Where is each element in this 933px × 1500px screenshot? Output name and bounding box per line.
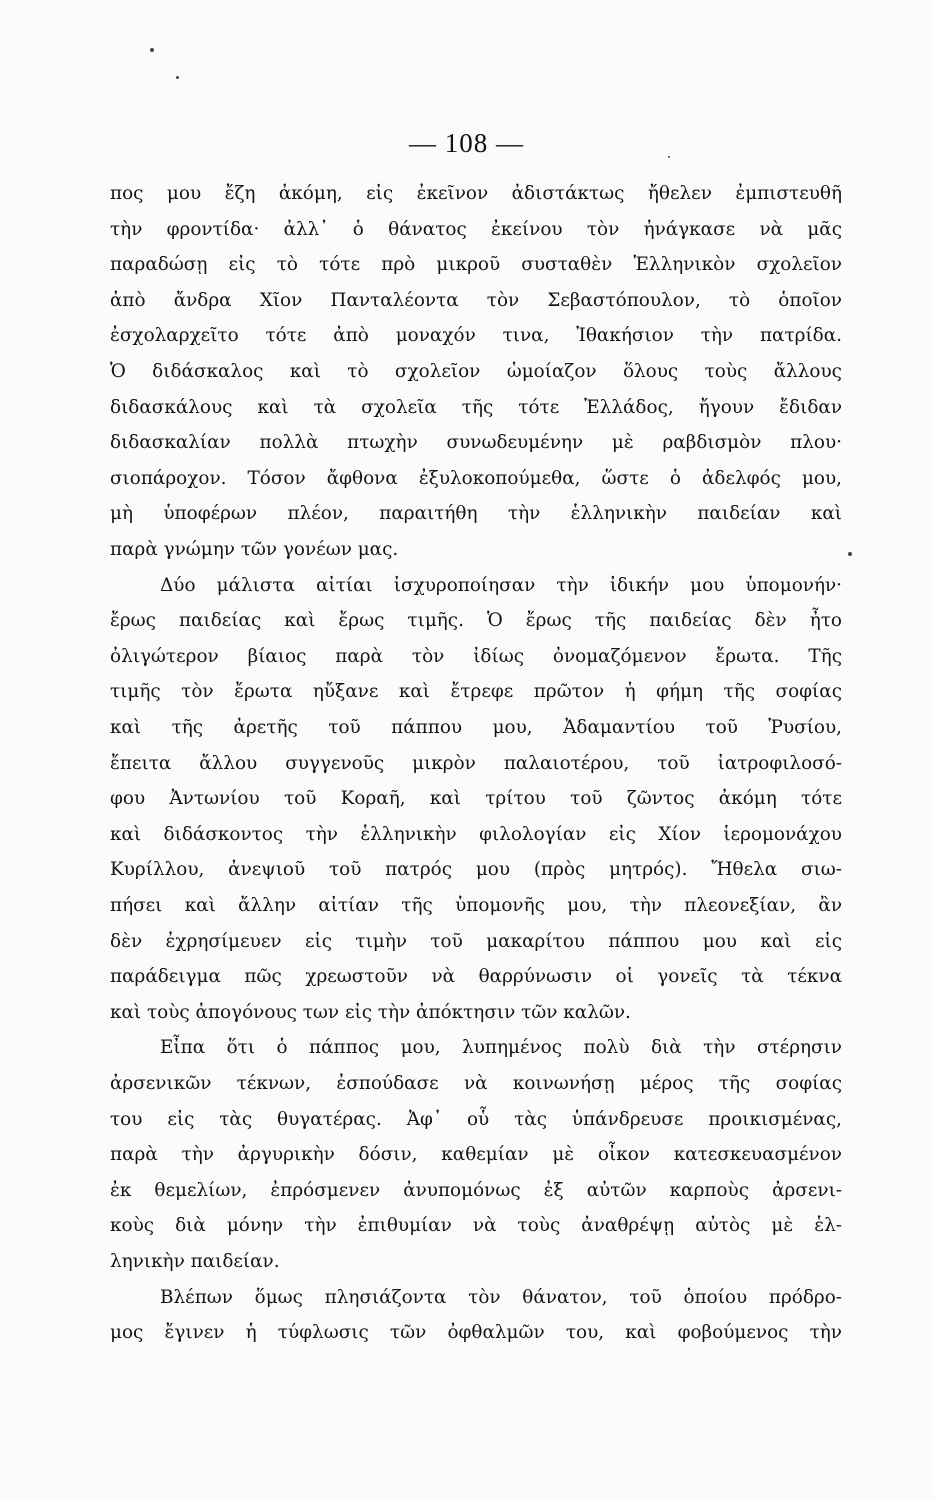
text-line: κοὺς διὰ μόνην τὴν ἐπιθυμίαν νὰ τοὺς ἀναθρέψῃ αὐτὸς μὲ ἑλ-	[110, 1215, 842, 1237]
text-line: διδασκάλους καὶ τὰ σχολεῖα τῆς τότε Ἑλλάδος, ἤγουν ἔδιδαν	[110, 396, 842, 418]
text-line: μὴ ὑποφέρων πλέον, παραιτήθη τὴν ἑλληνικὴν παιδείαν καὶ	[110, 503, 842, 525]
text-line: δὲν ἐχρησίμευεν εἰς τιμὴν τοῦ μακαρίτου πάππου μου καὶ εἰς	[110, 930, 842, 952]
text-line: Εἶπα ὅτι ὁ πάππος μου, λυπημένος πολὺ διὰ τὴν στέρησιν	[160, 1037, 842, 1059]
text-line: ἀπὸ ἄνδρα Χῖον Πανταλέοντα τὸν Σεβαστόπουλον, τὸ ὁποῖον	[110, 289, 842, 311]
text-line: ὀλιγώτερον βίαιος παρὰ τὸν ἰδίως ὀνομαζόμενον ἔρωτα. Τῆς	[110, 645, 842, 667]
print-speck	[848, 552, 852, 556]
page-number: — 108 —	[409, 128, 524, 158]
text-line: Κυρίλλου, ἀνεψιοῦ τοῦ πατρός μου (πρὸς μητρός). Ἤθελα σιω-	[110, 859, 842, 881]
text-line: ἐσχολαρχεῖτο τότε ἀπὸ μοναχόν τινα, Ἰθακήσιον τὴν πατρίδα.	[110, 325, 842, 347]
text-line: καὶ διδάσκοντος τὴν ἑλληνικὴν φιλολογίαν εἰς Χίον ἱερομονάχου	[110, 823, 842, 845]
print-speck	[150, 48, 154, 52]
text-line: καὶ τοὺς ἀπογόνους των εἰς τὴν ἀπόκτησιν τῶν καλῶν.	[110, 1001, 631, 1023]
text-line: του εἰς τὰς θυγατέρας. Ἀφ᾽ οὗ τὰς ὑπάνδρευσε προικισμένας,	[110, 1108, 842, 1130]
text-line: ἐκ θεμελίων, ἐπρόσμενεν ἀνυπομόνως ἐξ αὐτῶν καρποὺς ἀρσενι-	[110, 1179, 842, 1201]
text-line: καὶ τῆς ἀρετῆς τοῦ πάππου μου, Ἀδαμαντίου τοῦ Ῥυσίου,	[110, 717, 842, 738]
text-line: Ὁ διδάσκαλος καὶ τὸ σχολεῖον ὡμοίαζον ὅλους τοὺς ἄλλους	[110, 361, 842, 382]
text-line: μος ἔγινεν ἡ τύφλωσις τῶν ὀφθαλμῶν του, καὶ φοβούμενος τὴν	[110, 1322, 842, 1344]
text-line: πήσει καὶ ἄλλην αἰτίαν τῆς ὑπομονῆς μου, τὴν πλεονεξίαν, ἂν	[110, 895, 842, 916]
text-line: ληνικὴν παιδείαν.	[110, 1251, 280, 1272]
text-line: ἔπειτα ἄλλου συγγενοῦς μικρὸν παλαιοτέρου, τοῦ ἰατροφιλοσό-	[110, 752, 842, 774]
text-line: σιοπάροχον. Τόσον ἄφθονα ἐξυλοκοπούμεθα, ὥστε ὁ ἀδελφός μου,	[110, 467, 842, 489]
text-line: διδασκαλίαν πολλὰ πτωχὴν συνωδευμένην μὲ ραβδισμὸν πλου·	[110, 432, 842, 454]
text-line: παρὰ γνώμην τῶν γονέων μας.	[110, 539, 399, 560]
text-line: Δύο μάλιστα αἰτίαι ἰσχυροποίησαν τὴν ἰδικήν μου ὑπομονήν·	[160, 574, 842, 596]
text-line: παρὰ τὴν ἀργυρικὴν δόσιν, καθεμίαν μὲ οἶκον κατεσκευασμένον	[110, 1144, 842, 1166]
text-line: παραδώσῃ εἰς τὸ τότε πρὸ μικροῦ συσταθὲν Ἑλληνικὸν σχολεῖον	[110, 254, 842, 276]
text-line: ἀρσενικῶν τέκνων, ἐσπούδασε νὰ κοινωνήσῃ μέρος τῆς σοφίας	[110, 1073, 842, 1094]
text-line: τὴν φροντίδα· ἀλλ᾽ ὁ θάνατος ἐκείνου τὸν ἠνάγκασε νὰ μᾶς	[110, 218, 842, 240]
text-line: παράδειγμα πῶς χρεωστοῦν νὰ θαρρύνωσιν οἱ γονεῖς τὰ τέκνα	[110, 966, 842, 988]
text-line: πος μου ἔζη ἀκόμη, εἰς ἐκεῖνον ἀδιστάκτως ἤθελεν ἐμπιστευθῆ	[110, 183, 842, 204]
text-line: τιμῆς τὸν ἔρωτα ηὔξανε καὶ ἔτρεφε πρῶτον ἡ φήμη τῆς σοφίας	[110, 681, 842, 703]
text-line: φου Ἀντωνίου τοῦ Κοραῆ, καὶ τρίτου τοῦ ζῶντος ἀκόμη τότε	[110, 788, 842, 810]
text-line: ἔρως παιδείας καὶ ἔρως τιμῆς. Ὁ ἔρως τῆς παιδείας δὲν ἦτο	[110, 610, 842, 632]
text-line: Βλέπων ὅμως πλησιάζοντα τὸν θάνατον, τοῦ ὁποίου πρόδρο-	[160, 1286, 842, 1308]
print-speck	[668, 156, 670, 158]
print-speck	[176, 76, 179, 79]
